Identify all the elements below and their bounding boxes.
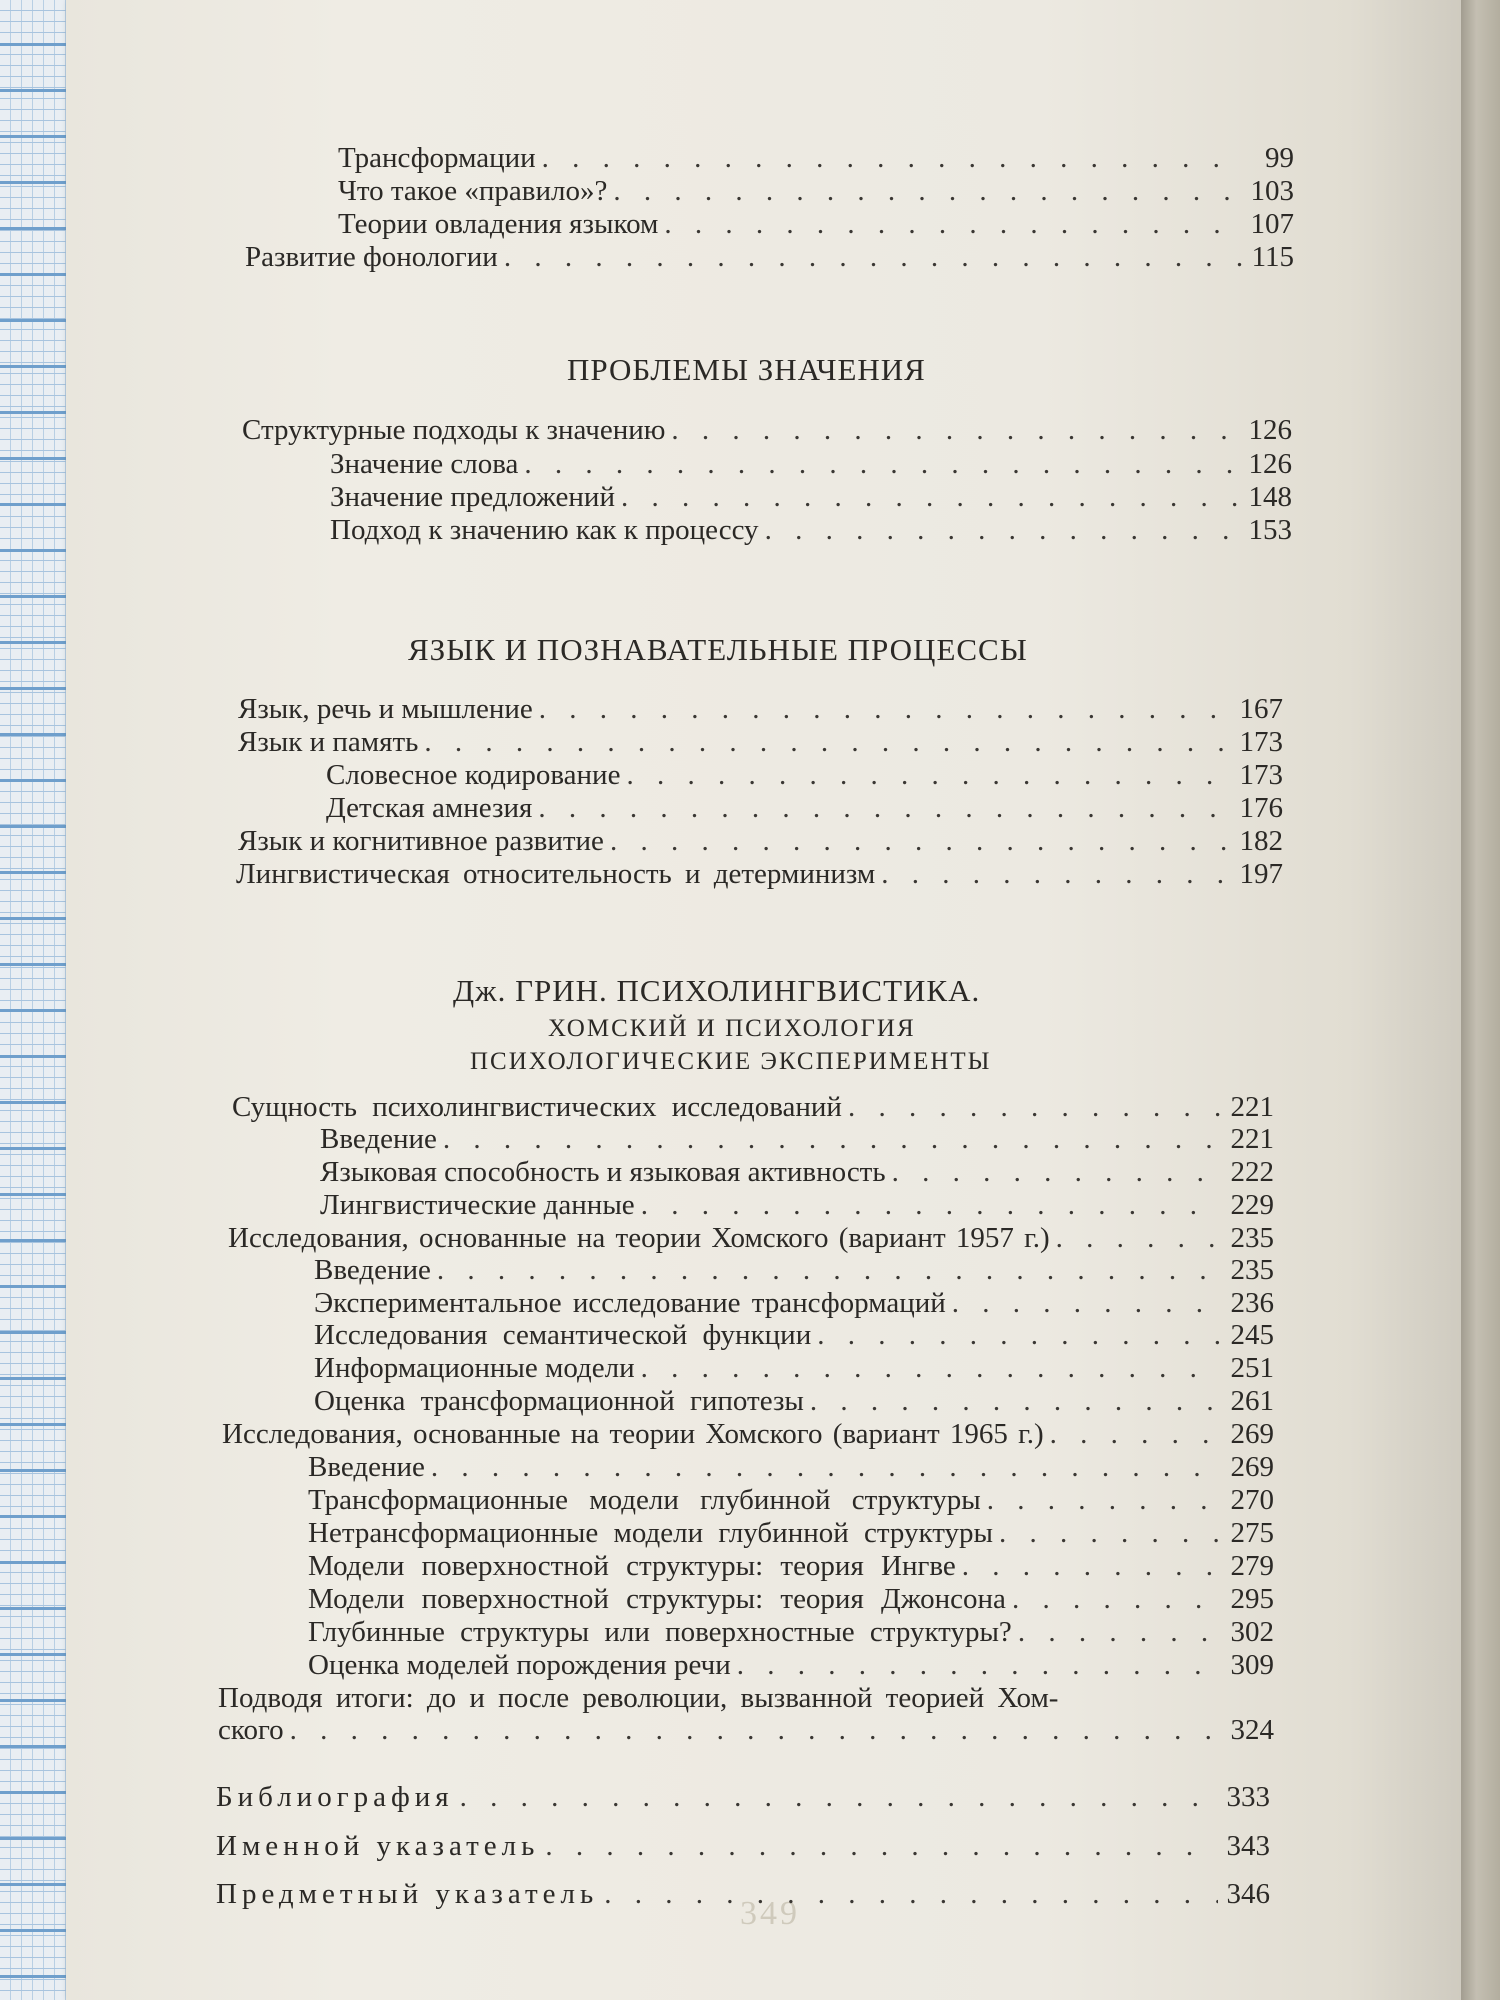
toc-entry bbox=[338, 207, 1294, 241]
section-heading: Дж. ГРИН. ПСИХОЛИНГВИСТИКА. bbox=[453, 973, 981, 1008]
toc-entry-title: Нетрансформационные модели глубинной структуры bbox=[308, 1517, 993, 1549]
toc-entry bbox=[216, 1877, 1270, 1911]
toc-entry-page: 173 bbox=[1239, 759, 1283, 791]
toc-entry-title: Языковая способность и языковая активность bbox=[320, 1156, 886, 1188]
toc-entry-title: Лингвистические данные bbox=[320, 1189, 635, 1221]
toc-entry-title: Язык и память bbox=[238, 726, 419, 758]
toc-entry bbox=[314, 1318, 1274, 1352]
toc-leader-dots bbox=[765, 513, 1240, 547]
toc-leader-dots bbox=[817, 1318, 1222, 1352]
toc-entry-title: Трансформационные модели глубинной структуры bbox=[308, 1484, 981, 1516]
toc-leader-dots bbox=[999, 1516, 1222, 1550]
toc-entry bbox=[320, 1122, 1274, 1156]
toc-leader-dots bbox=[613, 174, 1242, 208]
toc-entry-title: Введение bbox=[314, 1254, 431, 1286]
toc-entry bbox=[308, 1582, 1274, 1616]
toc-entry bbox=[218, 1713, 1274, 1747]
toc-entry-title: Детская амнезия bbox=[326, 792, 533, 824]
toc-entry-page: 167 bbox=[1239, 693, 1283, 725]
toc-entry-title: Введение bbox=[320, 1123, 437, 1155]
section-subheading: ПСИХОЛОГИЧЕСКИЕ ЭКСПЕРИМЕНТЫ bbox=[470, 1048, 992, 1075]
toc-entry-page: 153 bbox=[1248, 514, 1292, 546]
toc-entry-page: 279 bbox=[1230, 1550, 1274, 1582]
toc-entry-title: Подводя итоги: до и после революции, вызванной теорией Хом- bbox=[218, 1682, 1059, 1714]
toc-entry-page: 236 bbox=[1230, 1287, 1274, 1319]
toc-entry bbox=[320, 1188, 1274, 1222]
toc-entry-page: 107 bbox=[1250, 208, 1294, 240]
toc-entry bbox=[222, 1417, 1274, 1451]
toc-entry-page: 229 bbox=[1230, 1189, 1274, 1221]
toc-entry bbox=[308, 1549, 1274, 1583]
toc-entry-title: Модели поверхностной структуры: теория Джонсона bbox=[308, 1583, 1006, 1615]
toc-leader-dots bbox=[539, 692, 1231, 726]
toc-entry-title: Библиография bbox=[216, 1781, 454, 1813]
section-heading: ЯЗЫК И ПОЗНАВАТЕЛЬНЫЕ ПРОЦЕССЫ bbox=[408, 632, 1028, 667]
toc-leader-dots bbox=[538, 791, 1231, 825]
toc-entry-title: Что такое «правило»? bbox=[338, 175, 608, 207]
toc-entry-title: Лингвистическая относительность и детерминизм bbox=[236, 858, 876, 890]
toc-entry bbox=[330, 480, 1292, 514]
toc-leader-dots bbox=[604, 1877, 1218, 1911]
toc-entry-title: Экспериментальное исследование трансформаций bbox=[314, 1287, 946, 1319]
toc-entry-title: Информационные модели bbox=[314, 1352, 635, 1384]
toc-entry-title: Оценка трансформационной гипотезы bbox=[314, 1385, 804, 1417]
toc-leader-dots bbox=[610, 824, 1231, 858]
toc-leader-dots bbox=[641, 1351, 1222, 1385]
toc-entry bbox=[245, 240, 1294, 274]
toc-leader-dots bbox=[848, 1090, 1222, 1124]
bleed-through-text: 349 bbox=[740, 1895, 800, 1932]
section-heading: ПРОБЛЕМЫ ЗНАЧЕНИЯ bbox=[567, 352, 926, 387]
section-subheading: ХОМСКИЙ И ПСИХОЛОГИЯ bbox=[548, 1015, 916, 1042]
toc-entry bbox=[236, 857, 1283, 891]
toc-entry bbox=[338, 141, 1294, 175]
toc-entry-page: 346 bbox=[1226, 1878, 1270, 1910]
toc-entry bbox=[314, 1384, 1274, 1418]
toc-leader-dots bbox=[437, 1253, 1222, 1287]
toc-entry-title: Значение слова bbox=[330, 448, 519, 480]
toc-entry-title: Исследования, основанные на теории Хомского (вариант 1965 г.) bbox=[222, 1418, 1044, 1450]
toc-entry-page: 221 bbox=[1230, 1091, 1274, 1123]
toc-entry-title: Введение bbox=[308, 1451, 425, 1483]
toc-entry-title: Подход к значению как к процессу bbox=[330, 514, 759, 546]
toc-entry bbox=[232, 1090, 1274, 1124]
toc-entry bbox=[308, 1516, 1274, 1550]
toc-entry-page: 295 bbox=[1230, 1583, 1274, 1615]
toc-entry-page: 126 bbox=[1248, 448, 1292, 480]
toc-entry-page: 309 bbox=[1230, 1649, 1274, 1681]
toc-leader-dots bbox=[504, 240, 1242, 274]
toc-entry-page: 275 bbox=[1230, 1517, 1274, 1549]
toc-entry-title: Предметный указатель bbox=[216, 1878, 599, 1910]
toc-entry bbox=[238, 824, 1283, 858]
toc-entry-title: Структурные подходы к значению bbox=[242, 414, 666, 446]
toc-entry-page: 103 bbox=[1250, 175, 1294, 207]
toc-entry-title: Словесное кодирование bbox=[326, 759, 621, 791]
toc-entry bbox=[320, 1155, 1274, 1189]
toc-entry-page: 99 bbox=[1265, 142, 1294, 174]
toc-entry bbox=[238, 692, 1283, 726]
toc-entry-page: 222 bbox=[1230, 1156, 1274, 1188]
toc-entry-title: Именной указатель bbox=[216, 1830, 540, 1862]
toc-entry bbox=[308, 1648, 1274, 1682]
toc-leader-dots bbox=[1056, 1221, 1222, 1255]
toc-entry-title: Язык, речь и мышление bbox=[238, 693, 533, 725]
toc-leader-dots bbox=[892, 1155, 1222, 1189]
toc-entry bbox=[326, 758, 1283, 792]
toc-entry bbox=[326, 791, 1283, 825]
toc-entry-page: 324 bbox=[1230, 1714, 1274, 1746]
toc-entry-page: 126 bbox=[1248, 414, 1292, 446]
toc-entry bbox=[228, 1221, 1274, 1255]
toc-leader-dots bbox=[621, 480, 1240, 514]
toc-entry-page: 148 bbox=[1248, 481, 1292, 513]
toc-leader-dots bbox=[424, 725, 1231, 759]
toc-entry-title: ского bbox=[218, 1714, 284, 1746]
toc-entry-page: 269 bbox=[1230, 1418, 1274, 1450]
toc-leader-dots bbox=[671, 413, 1240, 447]
toc-leader-dots bbox=[524, 447, 1240, 481]
toc-entry bbox=[338, 174, 1294, 208]
toc-entry-page: 270 bbox=[1230, 1484, 1274, 1516]
toc-leader-dots bbox=[1050, 1417, 1222, 1451]
toc-entry-page: 115 bbox=[1251, 241, 1294, 273]
toc-entry-title: Значение предложений bbox=[330, 481, 615, 513]
toc-entry bbox=[242, 413, 1292, 447]
toc-leader-dots bbox=[641, 1188, 1222, 1222]
toc-leader-dots bbox=[810, 1384, 1222, 1418]
toc-entry-page: 343 bbox=[1226, 1830, 1270, 1862]
toc-entry bbox=[314, 1253, 1274, 1287]
toc-leader-dots bbox=[545, 1829, 1218, 1863]
toc-entry-page: 251 bbox=[1230, 1352, 1274, 1384]
toc-entry-page: 235 bbox=[1230, 1222, 1274, 1254]
toc-entry bbox=[308, 1483, 1274, 1517]
toc-leader-dots bbox=[1012, 1582, 1222, 1616]
toc-entry-page: 182 bbox=[1239, 825, 1283, 857]
toc-entry-page: 221 bbox=[1230, 1123, 1274, 1155]
toc-entry-title: Язык и когнитивное развитие bbox=[238, 825, 604, 857]
toc-entry-page: 333 bbox=[1226, 1781, 1270, 1813]
toc-entry bbox=[330, 513, 1292, 547]
toc-entry-title: Развитие фонологии bbox=[245, 241, 498, 273]
toc-entry-page: 269 bbox=[1230, 1451, 1274, 1483]
toc-entry bbox=[308, 1615, 1274, 1649]
toc-leader-dots bbox=[443, 1122, 1222, 1156]
toc-entry-title: Исследования, основанные на теории Хомского (вариант 1957 г.) bbox=[228, 1222, 1050, 1254]
toc-entry-page: 261 bbox=[1230, 1385, 1274, 1417]
toc-entry bbox=[216, 1780, 1270, 1814]
toc-leader-dots bbox=[952, 1286, 1222, 1320]
toc-entry bbox=[308, 1450, 1274, 1484]
toc-leader-dots bbox=[626, 758, 1231, 792]
toc-entry bbox=[314, 1286, 1274, 1320]
toc-leader-dots bbox=[987, 1483, 1222, 1517]
toc-leader-dots bbox=[460, 1780, 1218, 1814]
toc-entry-title: Оценка моделей порождения речи bbox=[308, 1649, 731, 1681]
toc-leader-dots bbox=[962, 1549, 1222, 1583]
toc-entry-title: Модели поверхностной структуры: теория Ингве bbox=[308, 1550, 956, 1582]
toc-entry bbox=[238, 725, 1283, 759]
toc-entry bbox=[330, 447, 1292, 481]
toc-entry-page: 176 bbox=[1239, 792, 1283, 824]
toc-entry-title: Исследования семантической функции bbox=[314, 1319, 812, 1351]
toc-leader-dots bbox=[1018, 1615, 1222, 1649]
toc-leader-dots bbox=[542, 141, 1242, 175]
toc-entry-title: Трансформации bbox=[338, 142, 536, 174]
toc-entry-title: Глубинные структуры или поверхностные структуры? bbox=[308, 1616, 1012, 1648]
toc-entry-page: 197 bbox=[1239, 858, 1283, 890]
toc-entry-page: 302 bbox=[1230, 1616, 1274, 1648]
toc-leader-dots bbox=[431, 1450, 1222, 1484]
toc-entry bbox=[314, 1351, 1274, 1385]
toc-leader-dots bbox=[664, 207, 1242, 241]
toc-entry-page: 245 bbox=[1230, 1319, 1274, 1351]
toc-leader-dots bbox=[290, 1713, 1222, 1747]
toc-leader-dots bbox=[881, 857, 1231, 891]
toc-entry-title: Теории овладения языком bbox=[338, 208, 659, 240]
toc-leader-dots bbox=[737, 1648, 1222, 1682]
toc-entry-title: Сущность психолингвистических исследований bbox=[232, 1091, 842, 1123]
toc-entry-page: 235 bbox=[1230, 1254, 1274, 1286]
toc-entry-page: 173 bbox=[1239, 726, 1283, 758]
toc-entry bbox=[216, 1829, 1270, 1863]
